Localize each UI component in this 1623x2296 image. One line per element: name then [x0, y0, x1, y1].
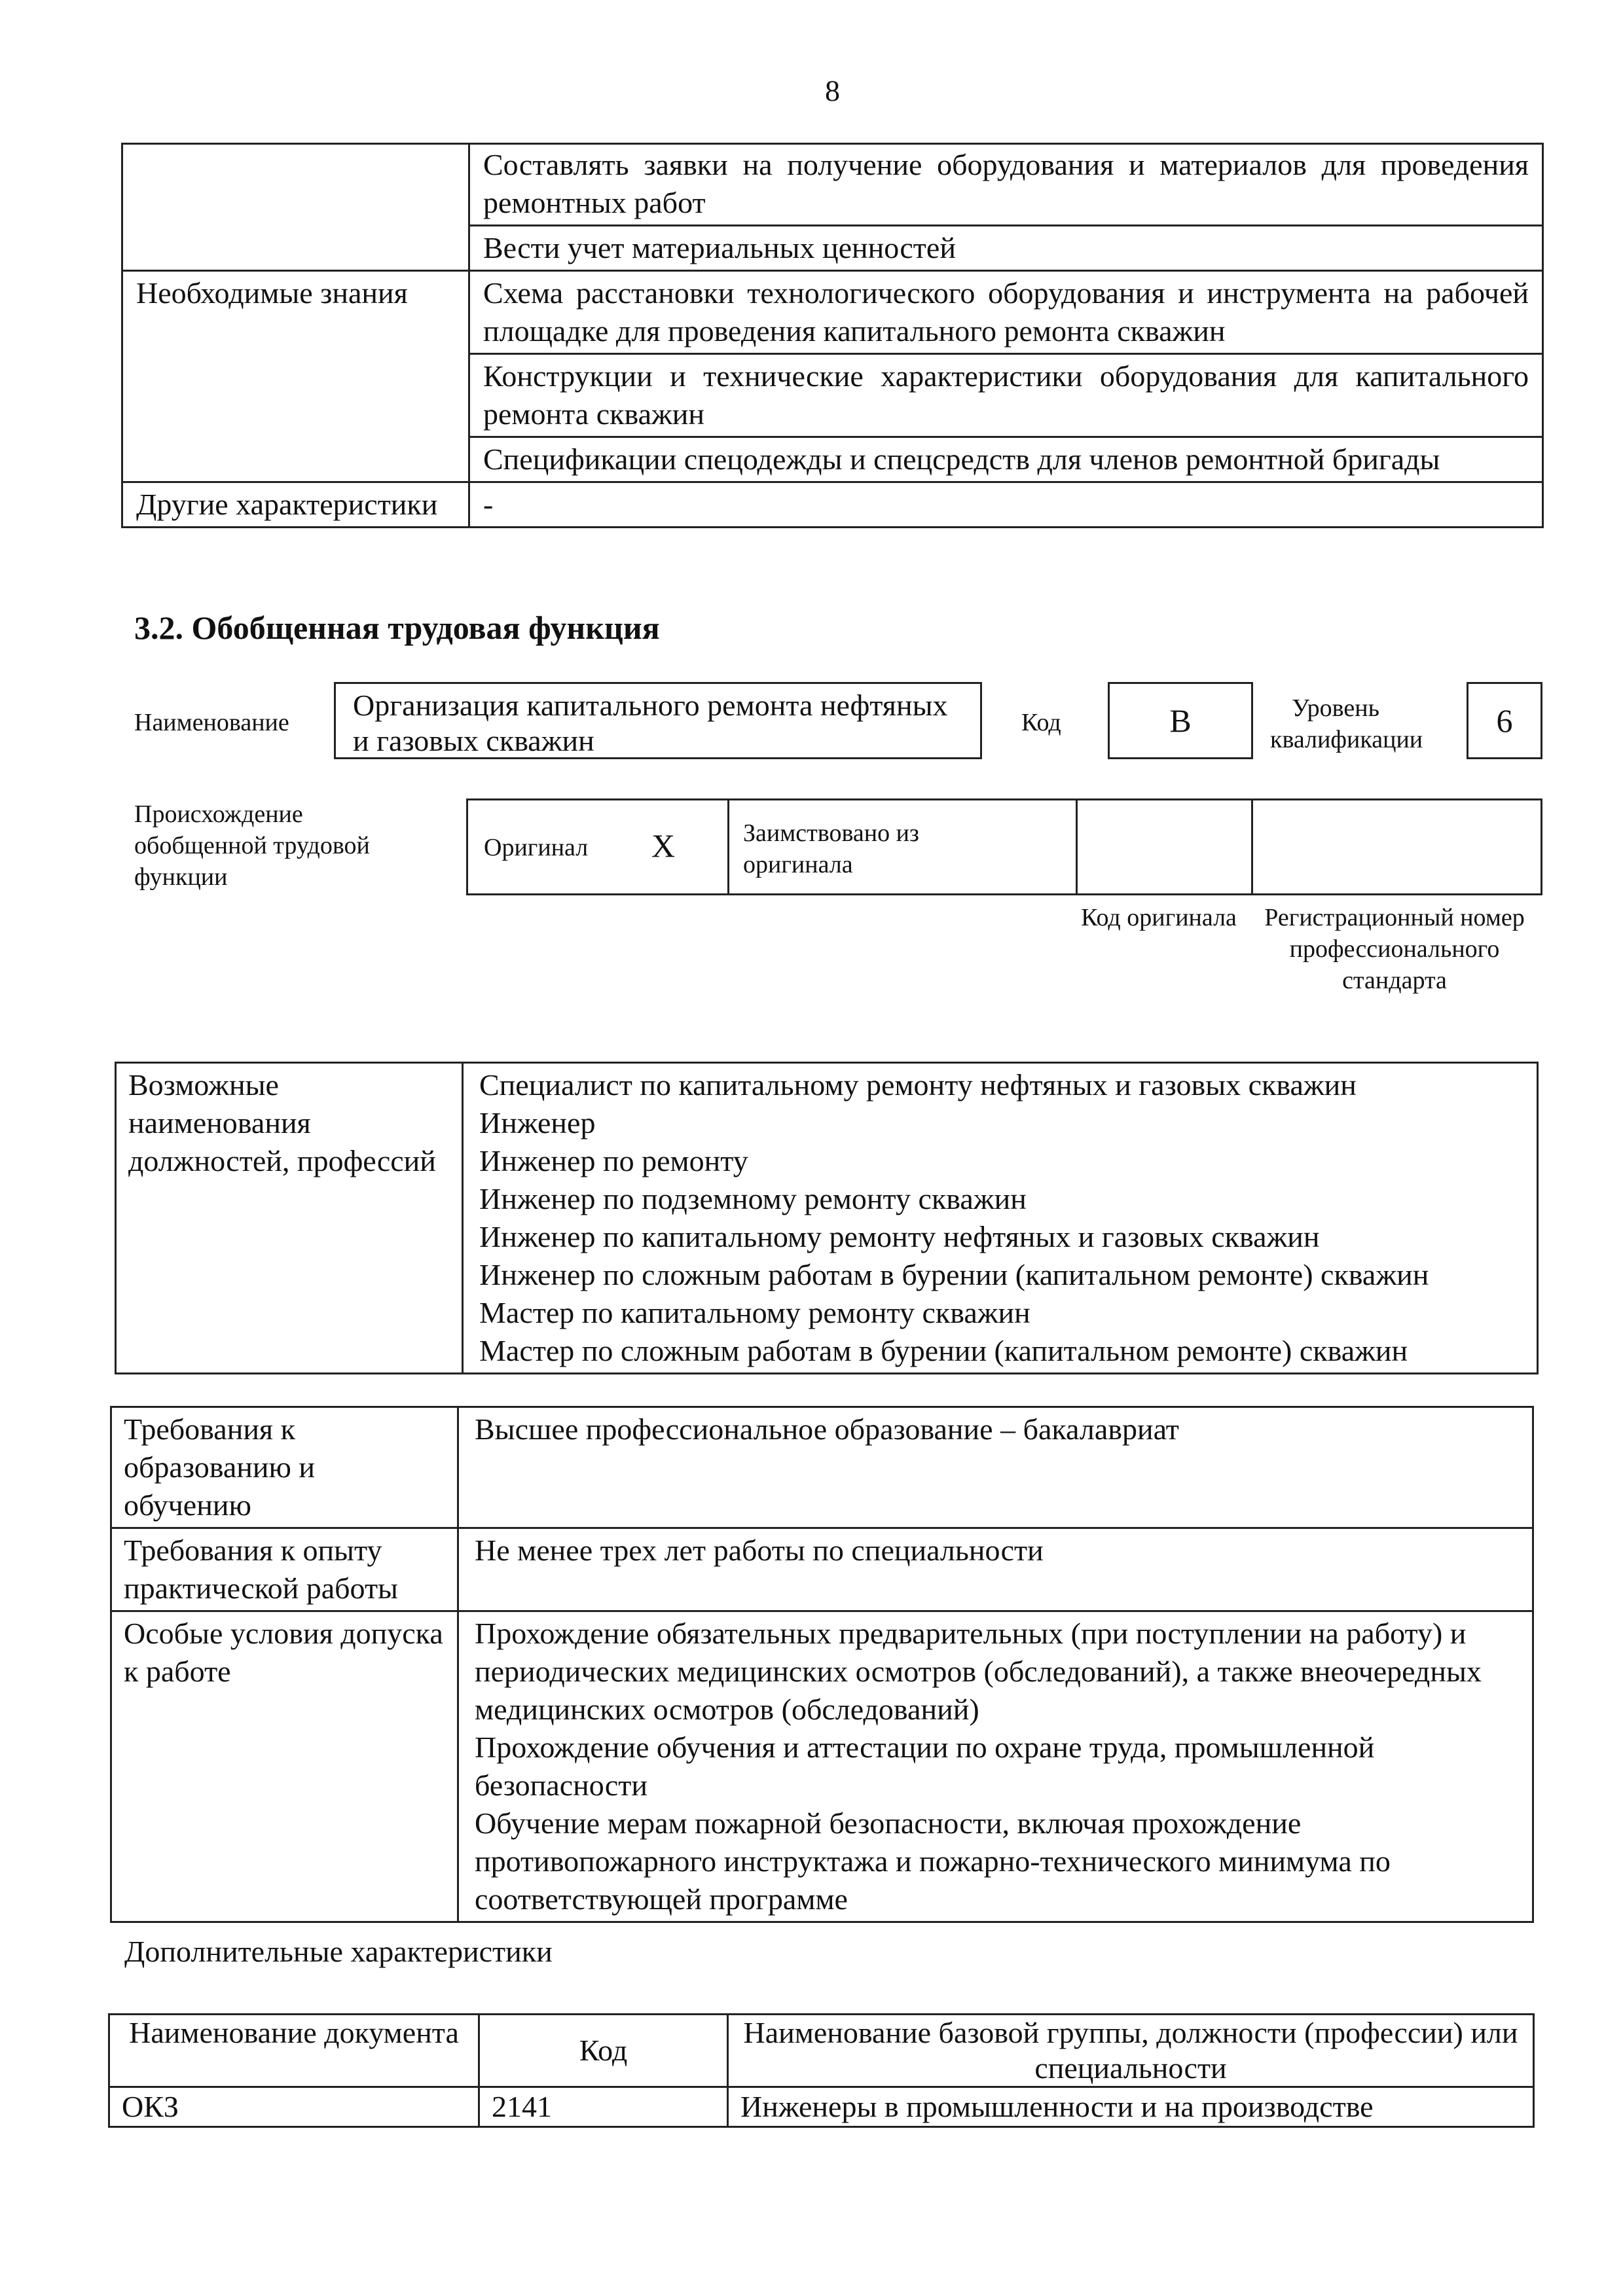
table-row: [122, 144, 1543, 226]
table-header: Код: [479, 2015, 728, 2087]
page-number: 8: [825, 74, 840, 107]
list-item: Прохождение обязательных предварительных (при поступлении на работу) и периодических медицинских осмотров (обследований), а также внеочередных медицинских осмотров (обследований): [475, 1617, 1482, 1726]
table-row: [111, 1528, 1533, 1611]
table-cell-value: Не менее трех лет работы по специальности: [458, 1528, 1533, 1611]
name-value: Организация капитального ремонта нефтяных и газовых скважин: [353, 689, 948, 757]
list-item: Инженер по сложным работам в бурении (капитальном ремонте) скважин: [479, 1258, 1429, 1291]
table-row: [122, 271, 1543, 354]
table-cell-label: [122, 144, 469, 271]
table-cell-value: Высшее профессиональное образование – бакалавриат: [458, 1407, 1533, 1528]
list-item: Мастер по капитальному ремонту скважин: [479, 1296, 1030, 1329]
table-cell-label: Особые условия допуска к работе: [111, 1611, 458, 1922]
original-mark: X: [651, 827, 676, 864]
table-row: [111, 1407, 1533, 1528]
original-label: Оригинал: [484, 834, 589, 861]
table-cell: ОКЗ: [109, 2087, 479, 2127]
table-header: Наименование базовой группы, должности (профессии) или специальности: [728, 2015, 1534, 2087]
borrowed-label: Заимствовано из оригинала: [743, 819, 919, 878]
code-value: B: [1169, 702, 1192, 739]
reg-caption: Регистрационный номер профессионального стандарта: [1264, 904, 1525, 994]
table-cell-label: Требования к опыту практической работы: [111, 1528, 458, 1611]
level-label: Уровень квалификации: [1270, 694, 1423, 753]
top-table: [121, 143, 1544, 528]
name-label: Наименование: [134, 709, 289, 736]
positions-label: Возможные наименования должностей, профессий: [116, 1063, 463, 1374]
list-item: Мастер по сложным работам в бурении (капитальном ремонте) скважин: [479, 1334, 1408, 1367]
table-cell: Инженеры в промышленности и на производстве: [728, 2087, 1534, 2127]
table-cell-value: Схема расстановки технологического оборудования и инструмента на рабочей площадке для проведения капитального ремонта скважин: [469, 271, 1543, 354]
level-value: 6: [1496, 702, 1513, 739]
section-title: 3.2. Обобщенная трудовая функция: [134, 609, 660, 646]
table-cell-value: Конструкции и технические характеристики оборудования для капитального ремонта скважин: [469, 354, 1543, 437]
origin-box: [466, 798, 1542, 895]
table-header: Наименование документа: [109, 2015, 479, 2087]
table-cell-value: [458, 1611, 1533, 1922]
code-label: Код: [1021, 709, 1061, 736]
origin-label: Происхождение обобщенной трудовой функции: [134, 800, 370, 891]
table-row: [111, 1611, 1533, 1922]
table-cell-value: Вести учет материальных ценностей: [469, 226, 1543, 271]
name-value-box: [334, 682, 982, 759]
table-row: [109, 2015, 1534, 2087]
code-caption: Код оригинала: [1081, 904, 1237, 931]
additional-title: Дополнительные характеристики: [124, 1935, 553, 1968]
list-item: Инженер по капитальному ремонту нефтяных и газовых скважин: [479, 1220, 1320, 1253]
list-item: Прохождение обучения и аттестации по охране труда, промышленной безопасности: [475, 1731, 1375, 1802]
table-cell: 2141: [479, 2087, 728, 2127]
list-item: Инженер: [479, 1106, 596, 1139]
table-cell-label: Другие характеристики: [122, 482, 469, 528]
list-item: Инженер по ремонту: [479, 1144, 748, 1177]
table-cell-label: Требования к образованию и обучению: [111, 1407, 458, 1528]
table-cell-value: Составлять заявки на получение оборудования и материалов для проведения ремонтных работ: [469, 144, 1543, 226]
requirements-table: [110, 1406, 1534, 1923]
table-cell-value: Спецификации спецодежды и спецсредств для членов ремонтной бригады: [469, 437, 1543, 482]
table-cell-label: Необходимые знания: [122, 271, 469, 482]
list-item: Обучение мерам пожарной безопасности, включая прохождение противопожарного инструктажа и пожарно-технического минимума по соответствующей программе: [475, 1806, 1391, 1916]
positions-list: [463, 1063, 1538, 1374]
positions-table: [115, 1062, 1539, 1374]
table-cell-value: -: [469, 482, 1543, 528]
level-value-box: [1467, 682, 1542, 759]
table-row: [122, 482, 1543, 528]
list-item: Инженер по подземному ремонту скважин: [479, 1182, 1027, 1215]
list-item: Специалист по капитальному ремонту нефтяных и газовых скважин: [479, 1068, 1357, 1102]
table-row: [116, 1063, 1538, 1374]
additional-table: [108, 2013, 1535, 2128]
code-value-box: [1108, 682, 1253, 759]
table-row: [109, 2087, 1534, 2127]
